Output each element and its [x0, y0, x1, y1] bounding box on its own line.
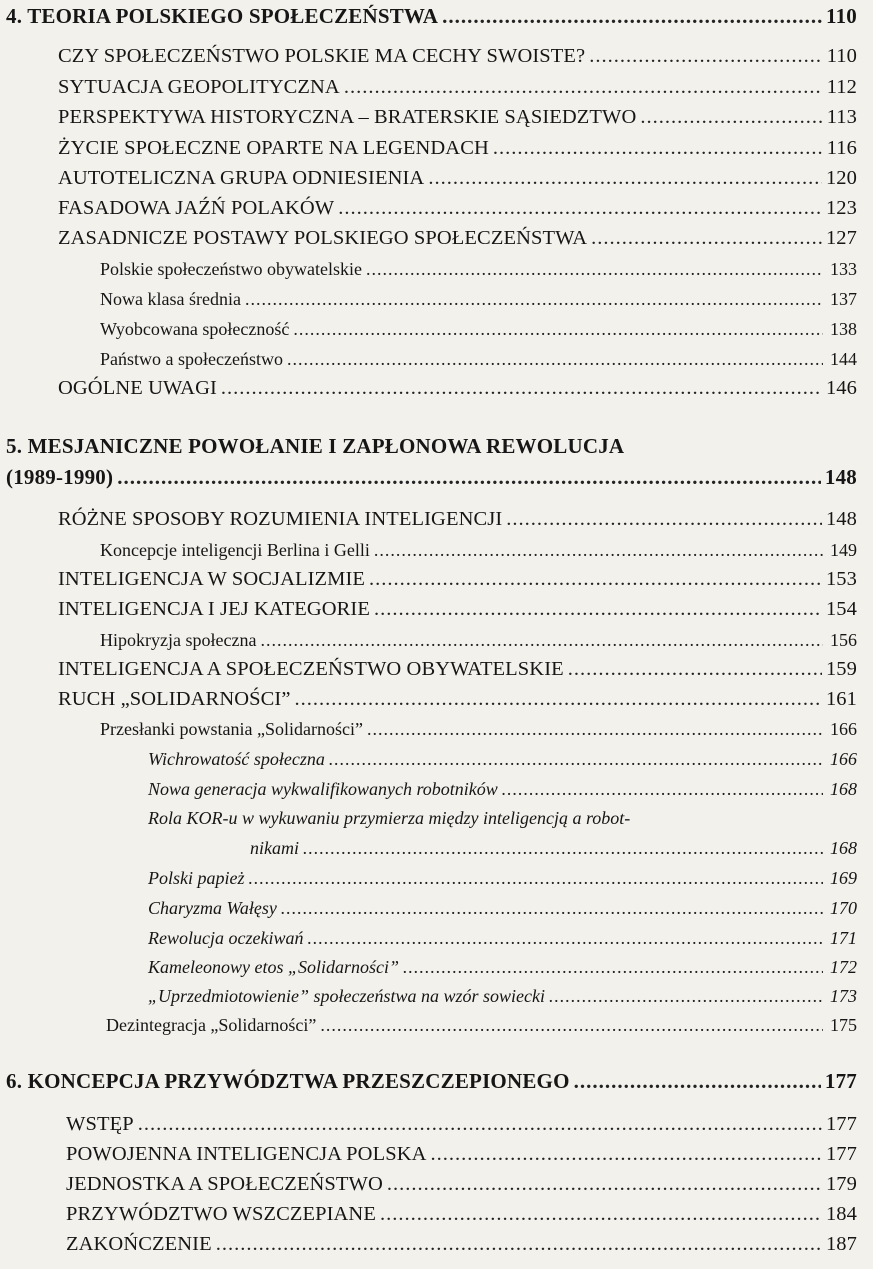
toc-entry-page: 170: [830, 898, 857, 918]
toc-entry[interactable]: [58, 167, 857, 190]
toc-entry-title: INTELIGENCJA A SPOŁECZEŃSTWO OBYWATELSKIE: [58, 658, 564, 680]
dot-leader: [366, 259, 823, 280]
toc-entry[interactable]: [66, 1143, 857, 1166]
toc-entry[interactable]: [100, 719, 857, 740]
toc-entry-title: Wyobcowana społeczność: [100, 319, 290, 339]
dot-leader: [591, 227, 822, 250]
toc-entry-title: 4. TEORIA POLSKIEGO SPOŁECZEŃSTWA: [6, 4, 439, 28]
toc-entry-page: 177: [825, 1143, 857, 1165]
toc-entry-title: Wichrowatość społeczna: [148, 749, 325, 769]
toc-entry-title: Charyzma Wałęsy: [148, 898, 277, 918]
toc-entry-page: 146: [825, 377, 857, 399]
toc-entry-title: (1989-1990): [6, 465, 114, 489]
toc-entry[interactable]: [58, 688, 857, 711]
toc-entry-title: 6. KONCEPCJA PRZYWÓDZTWA PRZESZCZEPIONEGO: [6, 1069, 570, 1093]
toc-entry-page: 179: [825, 1173, 857, 1195]
toc-entry-title: Nowa generacja wykwalifikowanych robotników: [148, 779, 498, 799]
toc-entry-page: 161: [825, 688, 857, 710]
toc-entry-title: Koncepcje inteligencji Berlina i Gelli: [100, 540, 370, 560]
toc-entry-page: 154: [825, 598, 857, 620]
toc-entry-title: JEDNOSTKA A SPOŁECZEŃSTWO: [66, 1173, 383, 1195]
toc-entry[interactable]: [66, 1173, 857, 1196]
toc-entry[interactable]: [100, 259, 857, 280]
dot-leader: [403, 957, 823, 978]
dot-leader: [138, 1113, 822, 1136]
toc-entry-title: ZAKOŃCZENIE: [66, 1233, 212, 1255]
dot-leader: [380, 1203, 822, 1226]
toc-entry-title: Państwo a społeczeństwo: [100, 349, 283, 369]
toc-entry-chapter-5[interactable]: [6, 465, 857, 490]
dot-leader: [307, 928, 823, 949]
toc-entry[interactable]: [106, 1015, 857, 1036]
dot-leader: [431, 1143, 822, 1166]
toc-entry-page: 120: [825, 167, 857, 189]
toc-entry-title: SYTUACJA GEOPOLITYCZNA: [58, 76, 340, 98]
toc-entry[interactable]: [66, 1203, 857, 1226]
dot-leader: [338, 197, 822, 220]
toc-entry-page: 184: [825, 1203, 857, 1225]
toc-entry[interactable]: [66, 1233, 857, 1256]
toc-entry-title: RUCH „SOLIDARNOŚCI”: [58, 688, 291, 710]
dot-leader: [216, 1233, 822, 1256]
dot-leader: [374, 598, 822, 621]
toc-entry-page: 148: [825, 508, 857, 530]
dot-leader: [293, 319, 823, 340]
toc-entry-title: Rewolucja oczekiwań: [148, 928, 304, 948]
dot-leader: [249, 868, 824, 889]
toc-entry[interactable]: [58, 197, 857, 220]
dot-leader: [329, 749, 823, 770]
toc-entry-page: 116: [826, 137, 857, 159]
toc-entry[interactable]: [58, 227, 857, 250]
toc-entry-title-line1[interactable]: Rola KOR-u w wykuwaniu przymierza między inteligencją a robot-: [148, 808, 631, 828]
toc-entry-title: INTELIGENCJA W SOCJALIZMIE: [58, 568, 366, 590]
toc-entry-chapter-4[interactable]: [6, 4, 857, 29]
toc-entry-page: 149: [830, 540, 857, 560]
toc-entry[interactable]: [100, 349, 857, 370]
toc-entry[interactable]: [58, 568, 857, 591]
toc-entry[interactable]: [148, 928, 857, 949]
dot-leader: [287, 349, 823, 370]
toc-entry-page: 133: [830, 259, 857, 279]
toc-entry-title: Polski papież: [148, 868, 245, 888]
toc-entry[interactable]: [100, 630, 857, 651]
toc-entry[interactable]: [58, 137, 857, 160]
toc-entry-page: 177: [825, 1113, 857, 1135]
toc-entry-title: AUTOTELICZNA GRUPA ODNIESIENIA: [58, 167, 425, 189]
toc-entry-page: 123: [825, 197, 857, 219]
toc-entry[interactable]: [100, 319, 857, 340]
toc-entry-page: 144: [830, 349, 857, 369]
toc-entry[interactable]: [66, 1113, 857, 1136]
toc-entry[interactable]: [148, 957, 857, 978]
toc-entry-page: 138: [830, 319, 857, 339]
dot-leader: [506, 508, 822, 531]
dot-leader: [387, 1173, 822, 1196]
dot-leader: [549, 986, 823, 1007]
toc-entry-page: 127: [825, 227, 857, 249]
toc-entry-title: INTELIGENCJA I JEJ KATEGORIE: [58, 598, 370, 620]
toc-entry[interactable]: [58, 658, 857, 681]
toc-entry-title: Dezintegracja „Solidarności”: [106, 1015, 317, 1035]
toc-entry-page: 177: [824, 1069, 857, 1093]
toc-entry[interactable]: [100, 540, 857, 561]
toc-entry-title: ZASADNICZE POSTAWY POLSKIEGO SPOŁECZEŃSTWA: [58, 227, 588, 249]
dot-leader: [369, 568, 822, 591]
toc-entry-title: Nowa klasa średnia: [100, 289, 241, 309]
toc-entry-page: 173: [830, 986, 857, 1006]
toc-entry-chapter-5-title[interactable]: 5. MESJANICZNE POWOŁANIE I ZAPŁONOWA REWOLUCJA: [6, 434, 625, 458]
dot-leader: [640, 106, 822, 129]
toc-entry-title: Kameleonowy etos „Solidarności”: [148, 957, 399, 977]
toc-entry-page: 168: [830, 779, 857, 799]
dot-leader: [260, 630, 823, 651]
toc-entry-chapter-6[interactable]: [6, 1069, 857, 1094]
dot-leader: [295, 688, 822, 711]
toc-entry-page: 166: [830, 719, 857, 739]
toc-entry-page: 166: [830, 749, 857, 769]
toc-entry-page: 172: [830, 957, 857, 977]
toc-entry-title: Przesłanki powstania „Solidarności”: [100, 719, 363, 739]
toc-entry[interactable]: [58, 106, 857, 129]
dot-leader: [245, 289, 823, 310]
toc-entry-page: 171: [830, 928, 857, 948]
toc-entry[interactable]: [58, 377, 857, 400]
toc-entry-page: 112: [826, 76, 857, 98]
toc-entry-title: FASADOWA JAŹŃ POLAKÓW: [58, 197, 335, 219]
toc-entry-page: 148: [824, 465, 857, 489]
toc-entry-title: ŻYCIE SPOŁECZNE OPARTE NA LEGENDACH: [58, 137, 489, 159]
toc-entry[interactable]: [58, 598, 857, 621]
toc-entry-title: „Uprzedmiotowienie” społeczeństwa na wzór sowiecki: [148, 986, 545, 1006]
dot-leader: [442, 4, 822, 29]
toc-entry[interactable]: [148, 986, 857, 1007]
toc-entry-title: WSTĘP: [66, 1113, 134, 1135]
toc-entry[interactable]: [58, 45, 857, 68]
toc-entry-title: RÓŻNE SPOSOBY ROZUMIENIA INTELIGENCJI: [58, 508, 503, 530]
toc-entry[interactable]: [58, 508, 857, 531]
dot-leader: [493, 137, 823, 160]
dot-leader: [428, 167, 822, 190]
dot-leader: [589, 45, 822, 68]
toc-entry[interactable]: [148, 898, 857, 919]
dot-leader: [574, 1069, 821, 1094]
toc-entry-title: CZY SPOŁECZEŃSTWO POLSKIE MA CECHY SWOISTE?: [58, 45, 586, 67]
toc-entry-title: POWOJENNA INTELIGENCJA POLSKA: [66, 1143, 427, 1165]
toc-entry-page: 168: [830, 838, 857, 858]
toc-entry-page: 113: [826, 106, 857, 128]
toc-entry-page: 169: [830, 868, 857, 888]
toc-entry[interactable]: [148, 779, 857, 800]
toc-entry[interactable]: [148, 749, 857, 770]
dot-leader: [281, 898, 823, 919]
dot-leader: [303, 838, 823, 859]
toc-entry-page: 175: [830, 1015, 857, 1035]
dot-leader: [374, 540, 823, 561]
toc-entry-title: PRZYWÓDZTWO WSZCZEPIANE: [66, 1203, 376, 1225]
dot-leader: [320, 1015, 823, 1036]
toc-entry-title: PERSPEKTYWA HISTORYCZNA – BRATERSKIE SĄSIEDZTWO: [58, 106, 637, 128]
dot-leader: [344, 76, 823, 99]
dot-leader: [568, 658, 822, 681]
toc-entry-page: 187: [825, 1233, 857, 1255]
dot-leader: [502, 779, 823, 800]
toc-entry[interactable]: [100, 289, 857, 310]
dot-leader: [117, 465, 821, 490]
dot-leader: [367, 719, 823, 740]
toc-entry-title: OGÓLNE UWAGI: [58, 377, 217, 399]
toc-entry[interactable]: [58, 76, 857, 99]
dot-leader: [221, 377, 822, 400]
toc-entry[interactable]: [148, 868, 857, 889]
toc-entry-title: nikami: [250, 838, 299, 858]
toc-entry-page: 156: [830, 630, 857, 650]
toc-entry-title: Polskie społeczeństwo obywatelskie: [100, 259, 362, 279]
toc-entry[interactable]: [250, 838, 857, 859]
toc-entry-page: 159: [825, 658, 857, 680]
toc-entry-page: 153: [825, 568, 857, 590]
toc-entry-page: 110: [826, 45, 857, 67]
toc-entry-page: 137: [830, 289, 857, 309]
toc-entry-title: Hipokryzja społeczna: [100, 630, 257, 650]
toc-entry-page: 110: [826, 4, 857, 28]
